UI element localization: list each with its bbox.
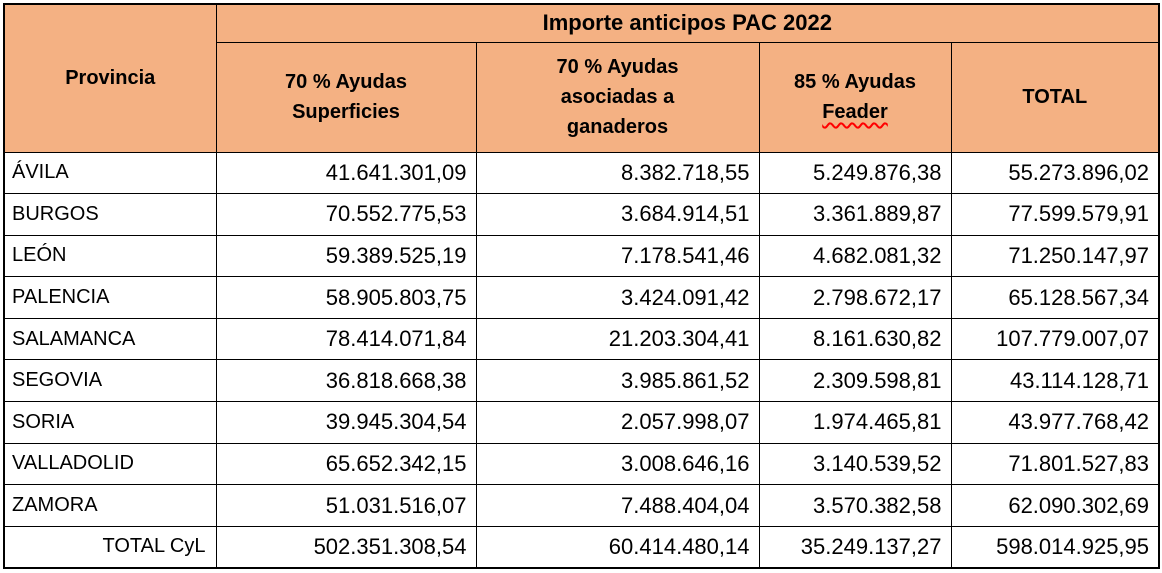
column-header-ganaderos bbox=[476, 42, 759, 152]
value-cell: 51.031.516,07 bbox=[216, 485, 476, 527]
column-header-feader bbox=[759, 42, 951, 152]
column-header-total bbox=[951, 42, 1159, 152]
corner-header-provincia: Provincia bbox=[4, 4, 216, 152]
value-cell: 3.684.914,51 bbox=[476, 194, 759, 236]
table-header bbox=[4, 4, 1159, 152]
value-cell: 3.361.889,87 bbox=[759, 194, 951, 236]
province-cell: LEÓN bbox=[4, 235, 216, 277]
value-cell: 2.798.672,17 bbox=[759, 277, 951, 319]
value-cell: 43.114.128,71 bbox=[951, 360, 1159, 402]
spellcheck-underlined-word: Feader bbox=[822, 101, 888, 123]
column-header-line: 85 % Ayudas bbox=[794, 71, 916, 93]
value-cell: 65.128.567,34 bbox=[951, 277, 1159, 319]
column-header-line: TOTAL bbox=[1022, 86, 1088, 108]
column-header-superficies bbox=[216, 42, 476, 152]
province-cell: VALLADOLID bbox=[4, 443, 216, 485]
province-cell: SEGOVIA bbox=[4, 360, 216, 402]
value-cell: 43.977.768,42 bbox=[951, 402, 1159, 444]
value-cell: 5.249.876,38 bbox=[759, 152, 951, 194]
value-cell: 3.424.091,42 bbox=[476, 277, 759, 319]
value-cell: 78.414.071,84 bbox=[216, 318, 476, 360]
value-cell: 7.488.404,04 bbox=[476, 485, 759, 527]
column-header-line: 70 % Ayudas bbox=[285, 71, 407, 93]
column-header-line: asociadas a bbox=[560, 86, 675, 108]
value-cell: 65.652.342,15 bbox=[216, 443, 476, 485]
column-header-line: 70 % Ayudas bbox=[556, 56, 679, 78]
value-cell: 36.818.668,38 bbox=[216, 360, 476, 402]
province-cell: BURGOS bbox=[4, 194, 216, 236]
group-header-row bbox=[4, 4, 1159, 42]
value-cell: 62.090.302,69 bbox=[951, 485, 1159, 527]
total-value-cell: 598.014.925,95 bbox=[951, 526, 1159, 568]
value-cell: 2.309.598,81 bbox=[759, 360, 951, 402]
province-cell: SALAMANCA bbox=[4, 318, 216, 360]
province-cell: SORIA bbox=[4, 402, 216, 444]
total-value-cell: 502.351.308,54 bbox=[216, 526, 476, 568]
value-cell: 7.178.541,46 bbox=[476, 235, 759, 277]
table-row bbox=[4, 402, 1159, 444]
table-row bbox=[4, 194, 1159, 236]
value-cell: 71.801.527,83 bbox=[951, 443, 1159, 485]
value-cell: 8.161.630,82 bbox=[759, 318, 951, 360]
column-header-line: Superficies bbox=[292, 101, 400, 123]
value-cell: 21.203.304,41 bbox=[476, 318, 759, 360]
value-cell: 55.273.896,02 bbox=[951, 152, 1159, 194]
value-cell: 107.779.007,07 bbox=[951, 318, 1159, 360]
group-header-title: Importe anticipos PAC 2022 bbox=[216, 4, 1159, 42]
value-cell: 2.057.998,07 bbox=[476, 402, 759, 444]
value-cell: 1.974.465,81 bbox=[759, 402, 951, 444]
pac-anticipos-table bbox=[3, 3, 1160, 569]
total-label-cell: TOTAL CyL bbox=[4, 526, 216, 568]
value-cell: 41.641.301,09 bbox=[216, 152, 476, 194]
column-header-line: ganaderos bbox=[566, 116, 669, 138]
value-cell: 3.140.539,52 bbox=[759, 443, 951, 485]
table-row bbox=[4, 152, 1159, 194]
value-cell: 39.945.304,54 bbox=[216, 402, 476, 444]
value-cell: 3.008.646,16 bbox=[476, 443, 759, 485]
table-row bbox=[4, 318, 1159, 360]
province-cell: ÁVILA bbox=[4, 152, 216, 194]
value-cell: 77.599.579,91 bbox=[951, 194, 1159, 236]
province-cell: PALENCIA bbox=[4, 277, 216, 319]
total-value-cell: 60.414.480,14 bbox=[476, 526, 759, 568]
value-cell: 71.250.147,97 bbox=[951, 235, 1159, 277]
value-cell: 70.552.775,53 bbox=[216, 194, 476, 236]
value-cell: 3.985.861,52 bbox=[476, 360, 759, 402]
table-row bbox=[4, 485, 1159, 527]
value-cell: 3.570.382,58 bbox=[759, 485, 951, 527]
value-cell: 4.682.081,32 bbox=[759, 235, 951, 277]
province-cell: ZAMORA bbox=[4, 485, 216, 527]
value-cell: 58.905.803,75 bbox=[216, 277, 476, 319]
value-cell: 8.382.718,55 bbox=[476, 152, 759, 194]
total-row bbox=[4, 526, 1159, 568]
column-header-line bbox=[761, 97, 950, 127]
table-body bbox=[4, 152, 1159, 568]
table-row bbox=[4, 443, 1159, 485]
table-row bbox=[4, 235, 1159, 277]
value-cell: 59.389.525,19 bbox=[216, 235, 476, 277]
table-row bbox=[4, 277, 1159, 319]
total-value-cell: 35.249.137,27 bbox=[759, 526, 951, 568]
table-row bbox=[4, 360, 1159, 402]
